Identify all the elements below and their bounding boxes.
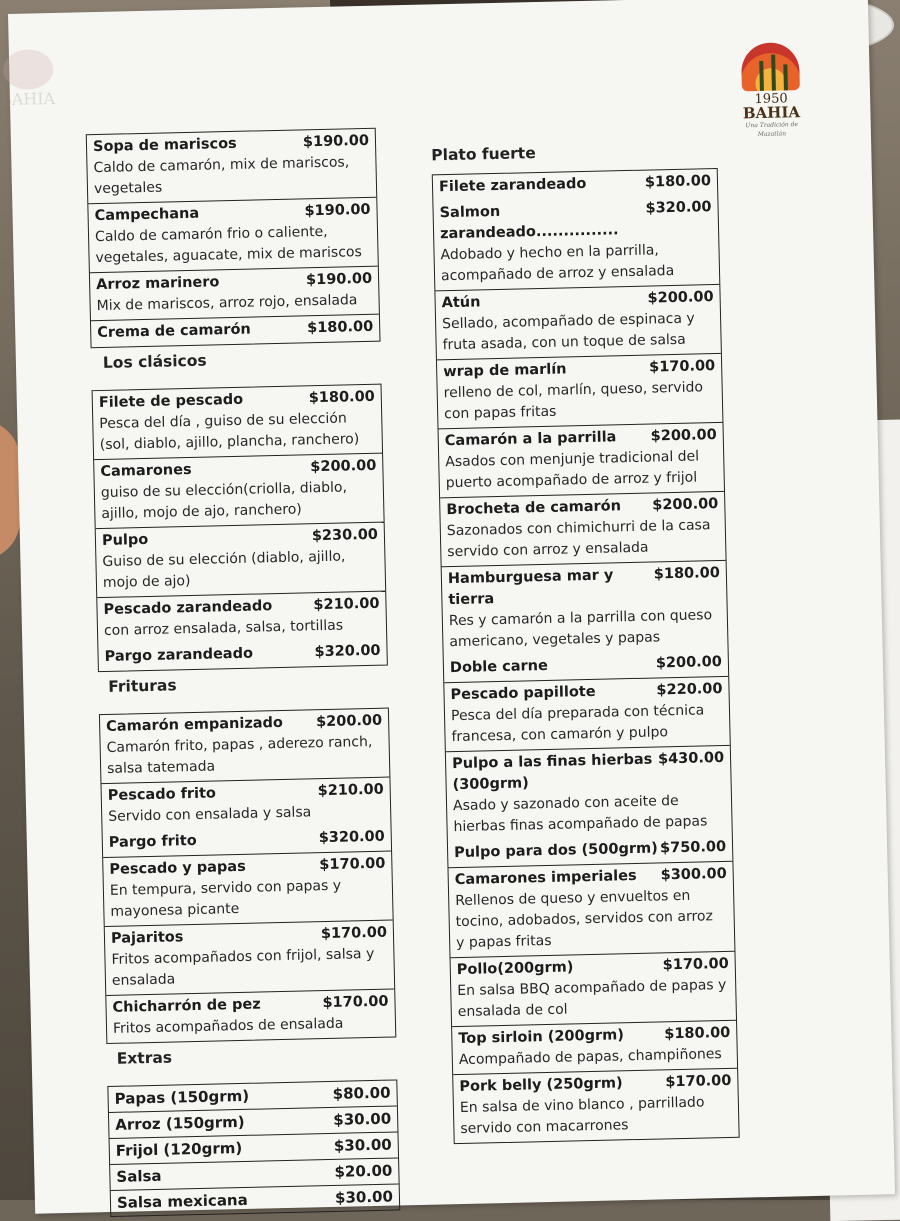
item-description: salsa tatemada (106, 758, 216, 777)
left-menu-column (86, 128, 400, 1217)
menu-item (101, 778, 390, 832)
item-price: $170.00 (648, 358, 716, 376)
item-description: americano, vegetales y papas (449, 629, 661, 651)
item-price: $180.00 (306, 318, 374, 337)
menu-item (437, 354, 722, 429)
item-description: (sol, diablo, ajillo, plancha, ranchero) (99, 431, 360, 454)
item-price: $230.00 (311, 526, 379, 545)
menu-item (98, 639, 387, 672)
item-name: Pescado frito (107, 785, 217, 804)
menu-item (452, 1021, 737, 1075)
item-price: $170.00 (320, 924, 388, 943)
item-description: Servido con ensalada y salsa (108, 804, 312, 825)
item-price: $200.00 (315, 712, 383, 731)
logo-year: 1950 (754, 91, 788, 108)
item-price: $320.00 (318, 828, 385, 847)
item-price: $220.00 (656, 680, 723, 699)
item-description: tocino, adobados, servidos con arroz (455, 908, 714, 931)
item-price: $190.00 (302, 132, 370, 151)
item-price: $430.00 (657, 749, 725, 768)
item-description: relleno de col, marlín, queso, servido (443, 379, 704, 402)
item-description: guiso de su elección(criolla, diablo, (100, 479, 348, 502)
menu-item (451, 952, 736, 1027)
item-description: y papas fritas (456, 932, 552, 952)
item-price: $320.00 (314, 642, 381, 661)
menu-item (442, 561, 728, 656)
section-title-extras: Extras (116, 1048, 173, 1068)
item-name: Salsa mexicana (116, 1190, 248, 1212)
menu-item (111, 1184, 399, 1216)
item-name: Arroz (150grm) (115, 1112, 245, 1134)
item-name: Camarones imperiales (454, 867, 637, 889)
menu-item (444, 677, 729, 752)
item-description: En salsa BBQ acompañado de papas y (457, 976, 727, 1000)
item-name: Chicharrón de pez (112, 996, 261, 1016)
item-name: Pulpo para dos (500grm) (453, 840, 658, 862)
item-name: Campechana (94, 205, 200, 225)
item-description: Asado y sazonado con aceite de (452, 792, 679, 815)
item-name: Pescado zarandeado (103, 598, 273, 618)
item-name: Pork belly (250grm) (459, 1075, 623, 1096)
section-title-clasicos: Los clásicos (102, 351, 207, 372)
menu-item (87, 129, 376, 205)
right-menu-column (431, 144, 740, 1144)
item-name: Pargo zarandeado (104, 645, 254, 665)
item-description: En tempura, servido con papas y (109, 877, 342, 899)
item-description: Mix de mariscos, arroz rojo, ensalada (96, 292, 358, 315)
item-price: $210.00 (313, 595, 380, 614)
item-description: Adobado y hecho en la parrilla, (440, 242, 659, 264)
item-name: wrap de marlín (443, 361, 567, 381)
item-name: Camarón a la parrilla (444, 429, 617, 450)
menu-item (433, 195, 719, 291)
item-price: $300.00 (660, 865, 727, 884)
item-description: ajillo, mojo de ajo, ranchero) (101, 501, 302, 523)
item-name: Salmon zarandeado............... (439, 203, 619, 243)
item-description: con arroz ensalada, salsa, tortillas (103, 617, 344, 639)
item-name: Brocheta de camarón (446, 498, 622, 519)
clasicos-section (92, 384, 388, 673)
item-price: $30.00 (334, 1187, 394, 1207)
menu-item (94, 454, 383, 530)
item-description: acompañado de arroz y ensalada (440, 262, 675, 285)
menu-item (91, 315, 380, 348)
item-price: $170.00 (319, 855, 386, 874)
plato-fuerte-section (432, 168, 740, 1144)
item-name: Pescado y papas (109, 858, 246, 878)
item-description: En salsa de vino blanco , parrillado (459, 1094, 705, 1117)
menu-item (448, 862, 734, 958)
item-price: $190.00 (304, 201, 371, 220)
menu-item (440, 492, 725, 567)
item-price: $210.00 (317, 781, 384, 800)
item-price: $180.00 (644, 173, 712, 191)
logo-name: BAHIA (742, 103, 801, 123)
item-price: $180.00 (653, 564, 721, 583)
menu-item (435, 285, 720, 360)
item-description: Pesca del día , guiso de su elección (99, 410, 347, 433)
item-name: Papas (150grm) (114, 1086, 250, 1108)
menu-item (106, 989, 395, 1043)
item-description: Pesca del día preparada con técnica (450, 702, 705, 725)
menu-item (90, 267, 379, 322)
restaurant-logo (739, 42, 803, 139)
menu-item (446, 746, 732, 841)
item-name: Pulpo a las finas hierbas (300grm) (451, 751, 653, 794)
item-description: francesa, con camarón y pulpo (451, 724, 669, 746)
section-title-frituras: Frituras (108, 676, 177, 696)
item-description: Asados con menjunje tradicional del (445, 448, 700, 471)
item-price: $30.00 (333, 1135, 392, 1155)
item-price: $200.00 (655, 653, 723, 672)
item-description: Camarón frito, papas , aderezo ranch, (106, 733, 373, 756)
menu-item (439, 423, 724, 498)
item-description: hierbas finas acompañado de papas (453, 813, 708, 836)
menu-item (453, 1069, 738, 1143)
item-description: vegetales (93, 179, 163, 198)
item-price: $200.00 (650, 427, 717, 445)
item-name: Pargo frito (108, 832, 197, 851)
sunset-palm-icon (741, 42, 800, 91)
item-name: Pulpo (101, 531, 149, 550)
item-description: Sellado, acompañado de espinaca y (441, 310, 695, 333)
item-price: $180.00 (308, 388, 375, 407)
item-name: Crema de camarón (97, 321, 251, 342)
item-description: puerto acompañado de arroz y frijol (445, 469, 698, 492)
menu-item (88, 198, 377, 274)
menu-item (105, 921, 394, 997)
item-name: Salsa (116, 1166, 162, 1186)
item-name: Camarones (100, 461, 192, 481)
item-description: servido con macarrones (460, 1117, 629, 1138)
item-name: Arroz marinero (95, 274, 220, 294)
item-description: Fritos acompañados con frijol, salsa y (111, 945, 375, 968)
item-name: Frijol (120grm) (115, 1138, 243, 1160)
item-description: Acompañado de papas, champiñones (458, 1046, 722, 1069)
item-price: $170.00 (662, 955, 729, 974)
item-description: Guiso de su elección (diablo, ajillo, (102, 548, 346, 570)
item-description: Rellenos de queso y envueltos en (455, 887, 691, 910)
menu-item (97, 592, 386, 646)
item-price: $20.00 (334, 1161, 393, 1181)
item-name: Camarón empanizado (106, 714, 284, 735)
frituras-section (99, 708, 396, 1044)
item-description: fruta asada, con un toque de salsa (442, 331, 686, 354)
item-description: con papas fritas (444, 403, 557, 423)
menu-item (103, 852, 392, 928)
menu-item (96, 523, 385, 599)
item-description: Sazonados con chimichurri de la casa (446, 517, 711, 540)
item-name: Sopa de mariscos (92, 135, 237, 156)
item-description: Res y camarón a la parrilla con queso (448, 607, 713, 630)
faded-logo-icon: BAHIA (0, 49, 65, 161)
item-price: $190.00 (305, 270, 373, 289)
item-price: $200.00 (647, 289, 714, 307)
item-description: mayonesa picante (110, 900, 240, 920)
item-name: Doble carne (449, 657, 549, 677)
item-name: Filete zarandeado (438, 175, 587, 196)
item-price: $170.00 (665, 1072, 732, 1091)
item-price: $200.00 (652, 496, 719, 514)
item-name: Pescado papillote (450, 683, 596, 704)
item-description: Caldo de camarón, mix de mariscos, (93, 154, 350, 177)
item-description: ensalada (111, 971, 176, 989)
logo-tagline: Una Tradición de Mazatlán (745, 121, 799, 139)
menu-item (100, 709, 389, 785)
item-price: $750.00 (659, 838, 727, 857)
item-description: servido con arroz y ensalada (447, 539, 649, 561)
item-description: ensalada de col (457, 1001, 568, 1021)
item-price: $320.00 (645, 199, 712, 217)
section-title-plato-fuerte: Plato fuerte (431, 144, 536, 165)
menu-item (93, 385, 382, 461)
item-name: Pajaritos (110, 929, 184, 947)
item-description: Fritos acompañados de ensalada (112, 1015, 344, 1037)
item-name: Pollo(200grm) (456, 959, 574, 979)
item-description: Caldo de camarón frio o caliente, (94, 223, 328, 246)
item-price: $180.00 (664, 1024, 731, 1043)
item-price: $80.00 (332, 1083, 391, 1103)
item-name: Hamburguesa mar y tierra (447, 567, 614, 609)
item-price: $170.00 (322, 993, 389, 1012)
extras-section (107, 1079, 400, 1217)
item-name: Filete de pescado (98, 391, 244, 412)
item-price: $200.00 (310, 457, 377, 476)
item-name: Atún (441, 294, 481, 312)
item-description: vegetales, aguacate, mix de mariscos (95, 244, 362, 267)
soups-section (86, 128, 381, 349)
item-price: $30.00 (333, 1109, 392, 1129)
item-description: mojo de ajo) (102, 573, 191, 591)
item-name: Top sirloin (200grm) (458, 1027, 625, 1048)
